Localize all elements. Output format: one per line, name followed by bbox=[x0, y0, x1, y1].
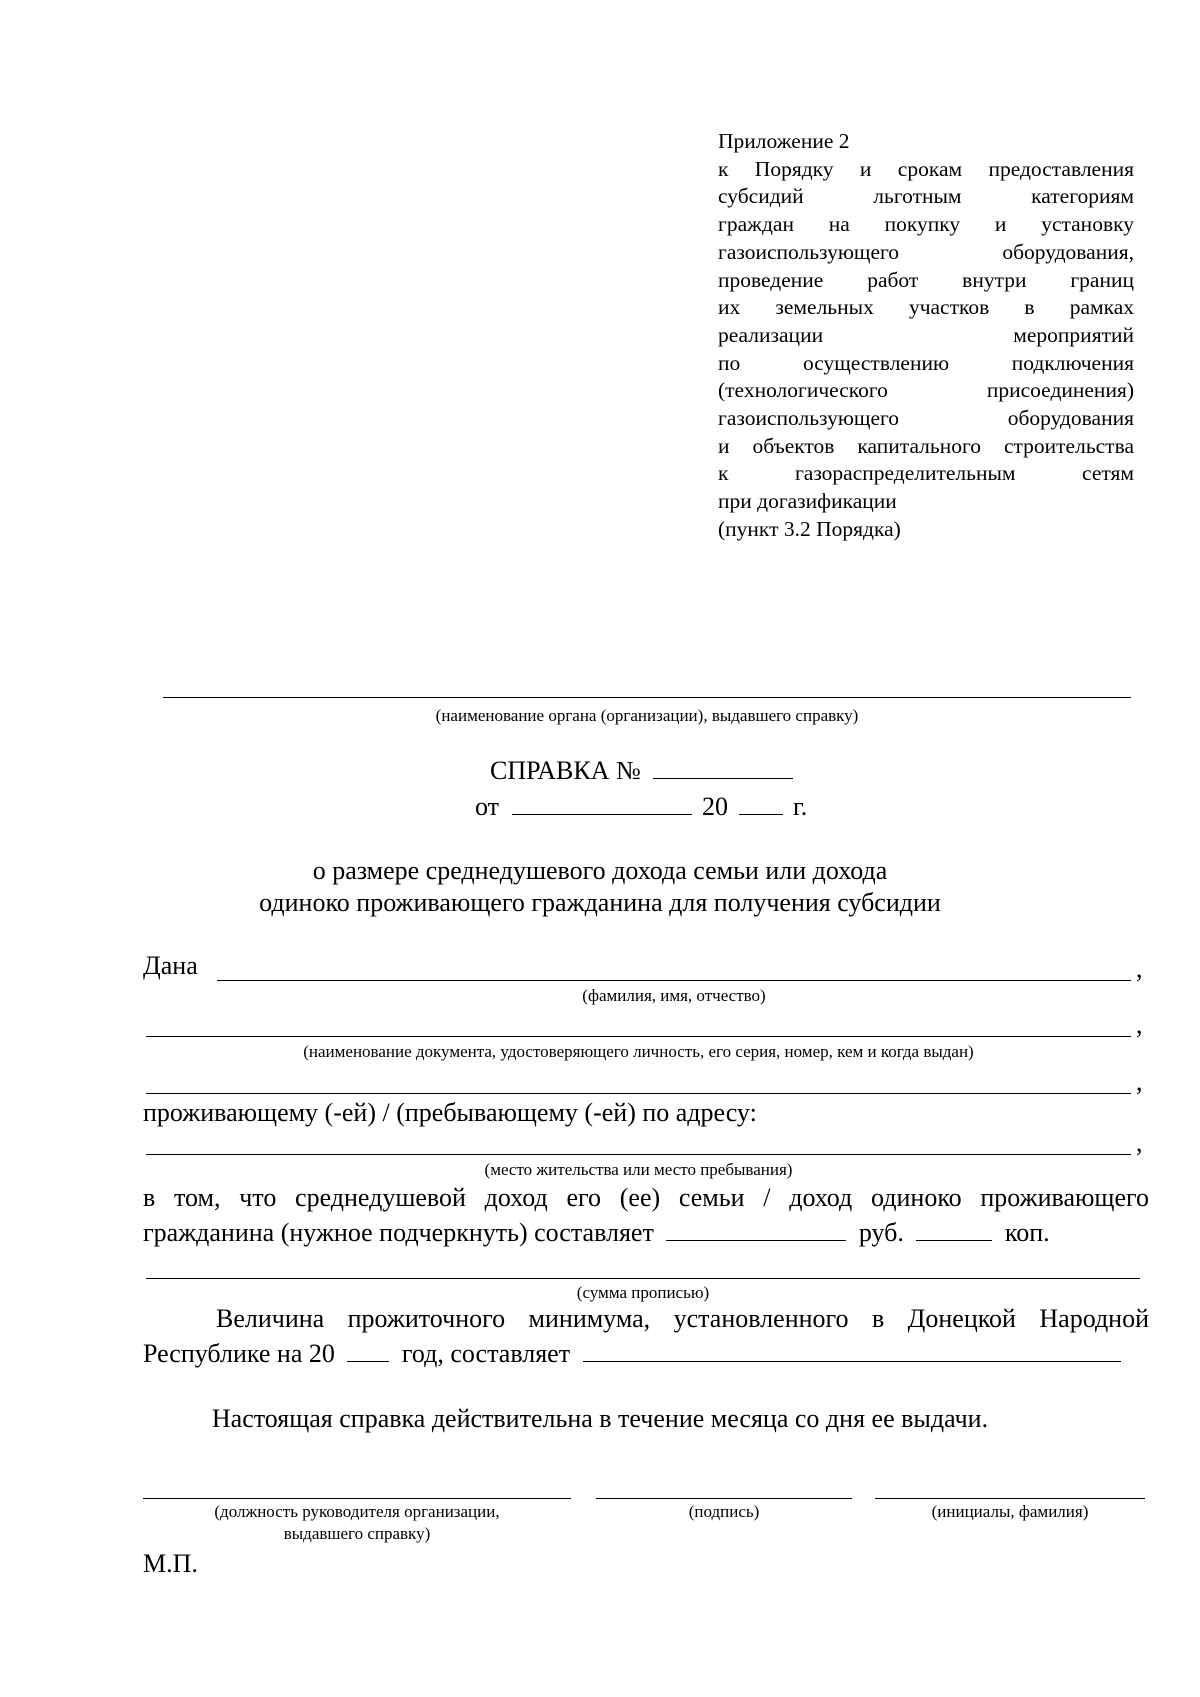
subsistence-amount-field[interactable] bbox=[583, 1337, 1121, 1362]
sum-underline[interactable] bbox=[146, 1278, 1140, 1279]
position-caption-line-2: выдавшего справку) bbox=[283, 1524, 431, 1543]
signature-caption: (подпись) bbox=[688, 1502, 760, 1521]
address-caption: (место жительства или место пребывания) bbox=[484, 1160, 793, 1179]
date-year: 20 bbox=[702, 792, 729, 821]
income-line-2 bbox=[143, 1216, 1050, 1249]
subsistence-year-field[interactable] bbox=[347, 1337, 389, 1362]
spravka-label: СПРАВКА № bbox=[490, 756, 641, 785]
address-comma: , bbox=[1136, 1128, 1143, 1157]
address-underline[interactable] bbox=[146, 1154, 1131, 1155]
issued-to-label: Дана bbox=[143, 951, 198, 980]
income-line-1: в том, что среднедушевой доход его (ее) семьи / доход одиноко проживающего bbox=[143, 1183, 1149, 1212]
document-underline[interactable] bbox=[146, 1036, 1131, 1037]
subtitle-line-1: о размере среднедушевого дохода семьи или дохода bbox=[312, 856, 888, 885]
document-underline-2[interactable] bbox=[146, 1093, 1131, 1094]
kop-label: коп. bbox=[1004, 1218, 1050, 1247]
date-suffix: г. bbox=[793, 792, 808, 821]
spravka-title bbox=[490, 754, 793, 787]
subsistence-line-2 bbox=[143, 1337, 1121, 1370]
initials-underline[interactable] bbox=[875, 1498, 1145, 1499]
fio-comma: , bbox=[1136, 954, 1143, 983]
appendix-block bbox=[718, 128, 1134, 544]
appendix-line: граждан на покупку и установку bbox=[718, 212, 1134, 237]
fio-caption: (фамилия, имя, отчество) bbox=[582, 986, 766, 1005]
appendix-line: к газораспределительным сетям bbox=[718, 461, 1134, 486]
appendix-line: проведение работ внутри границ bbox=[718, 267, 1134, 292]
spravka-date bbox=[475, 790, 807, 823]
subtitle-line-2: одиноко проживающего гражданина для получения субсидии bbox=[259, 888, 941, 917]
document-comma-2: , bbox=[1136, 1067, 1143, 1096]
spravka-number-field[interactable] bbox=[653, 754, 793, 779]
appendix-line: (технологического присоединения) bbox=[718, 378, 1134, 403]
appendix-line: газоиспользующего оборудования, bbox=[718, 239, 1134, 264]
appendix-line: Приложение 2 bbox=[718, 129, 850, 153]
income-rub-field[interactable] bbox=[666, 1216, 846, 1241]
position-caption-line-1: (должность руководителя организации, bbox=[214, 1502, 500, 1521]
income-label: гражданина (нужное подчеркнуть) составляет bbox=[143, 1218, 654, 1247]
issuer-caption: (наименование органа (организации), выдавшего справку) bbox=[435, 706, 859, 725]
date-year-field[interactable] bbox=[739, 790, 783, 815]
issuer-underline bbox=[163, 697, 1131, 698]
residing-label: проживающему (-ей) / (пребывающему (-ей) по адресу: bbox=[143, 1098, 757, 1127]
position-underline[interactable] bbox=[143, 1498, 571, 1499]
appendix-line: реализации мероприятий bbox=[718, 322, 1134, 347]
appendix-line: газоиспользующего оборудования bbox=[718, 406, 1134, 431]
income-kop-field[interactable] bbox=[916, 1216, 992, 1241]
validity-text: Настоящая справка действительна в течение месяца со дня ее выдачи. bbox=[211, 1404, 989, 1433]
appendix-line: их земельных участков в рамках bbox=[718, 295, 1134, 320]
appendix-line: к Порядку и срокам предоставления bbox=[718, 156, 1134, 181]
appendix-line: (пункт 3.2 Порядка) bbox=[718, 516, 901, 541]
date-prefix: от bbox=[475, 792, 500, 821]
rub-label: руб. bbox=[858, 1218, 904, 1247]
initials-caption: (инициалы, фамилия) bbox=[931, 1502, 1089, 1521]
subsistence-label: Республике на 20 bbox=[143, 1339, 335, 1368]
appendix-line: и объектов капитального строительства bbox=[718, 433, 1134, 458]
date-day-month-field[interactable] bbox=[512, 790, 692, 815]
appendix-line: субсидий льготным категориям bbox=[718, 184, 1134, 209]
subsistence-line-1: Величина прожиточного минимума, установленного в Донецкой Народной bbox=[216, 1304, 1149, 1333]
appendix-line: по осуществлению подключения bbox=[718, 350, 1134, 375]
subsistence-middle: год, составляет bbox=[401, 1339, 571, 1368]
signature-underline[interactable] bbox=[596, 1498, 852, 1499]
stamp-label: М.П. bbox=[143, 1549, 198, 1578]
appendix-line: при догазификации bbox=[718, 489, 897, 514]
fio-underline[interactable] bbox=[217, 980, 1131, 981]
document-caption: (наименование документа, удостоверяющего личность, его серия, номер, кем и когда выдан) bbox=[303, 1042, 974, 1061]
sum-caption: (сумма прописью) bbox=[576, 1283, 710, 1302]
document-comma: , bbox=[1136, 1010, 1143, 1039]
